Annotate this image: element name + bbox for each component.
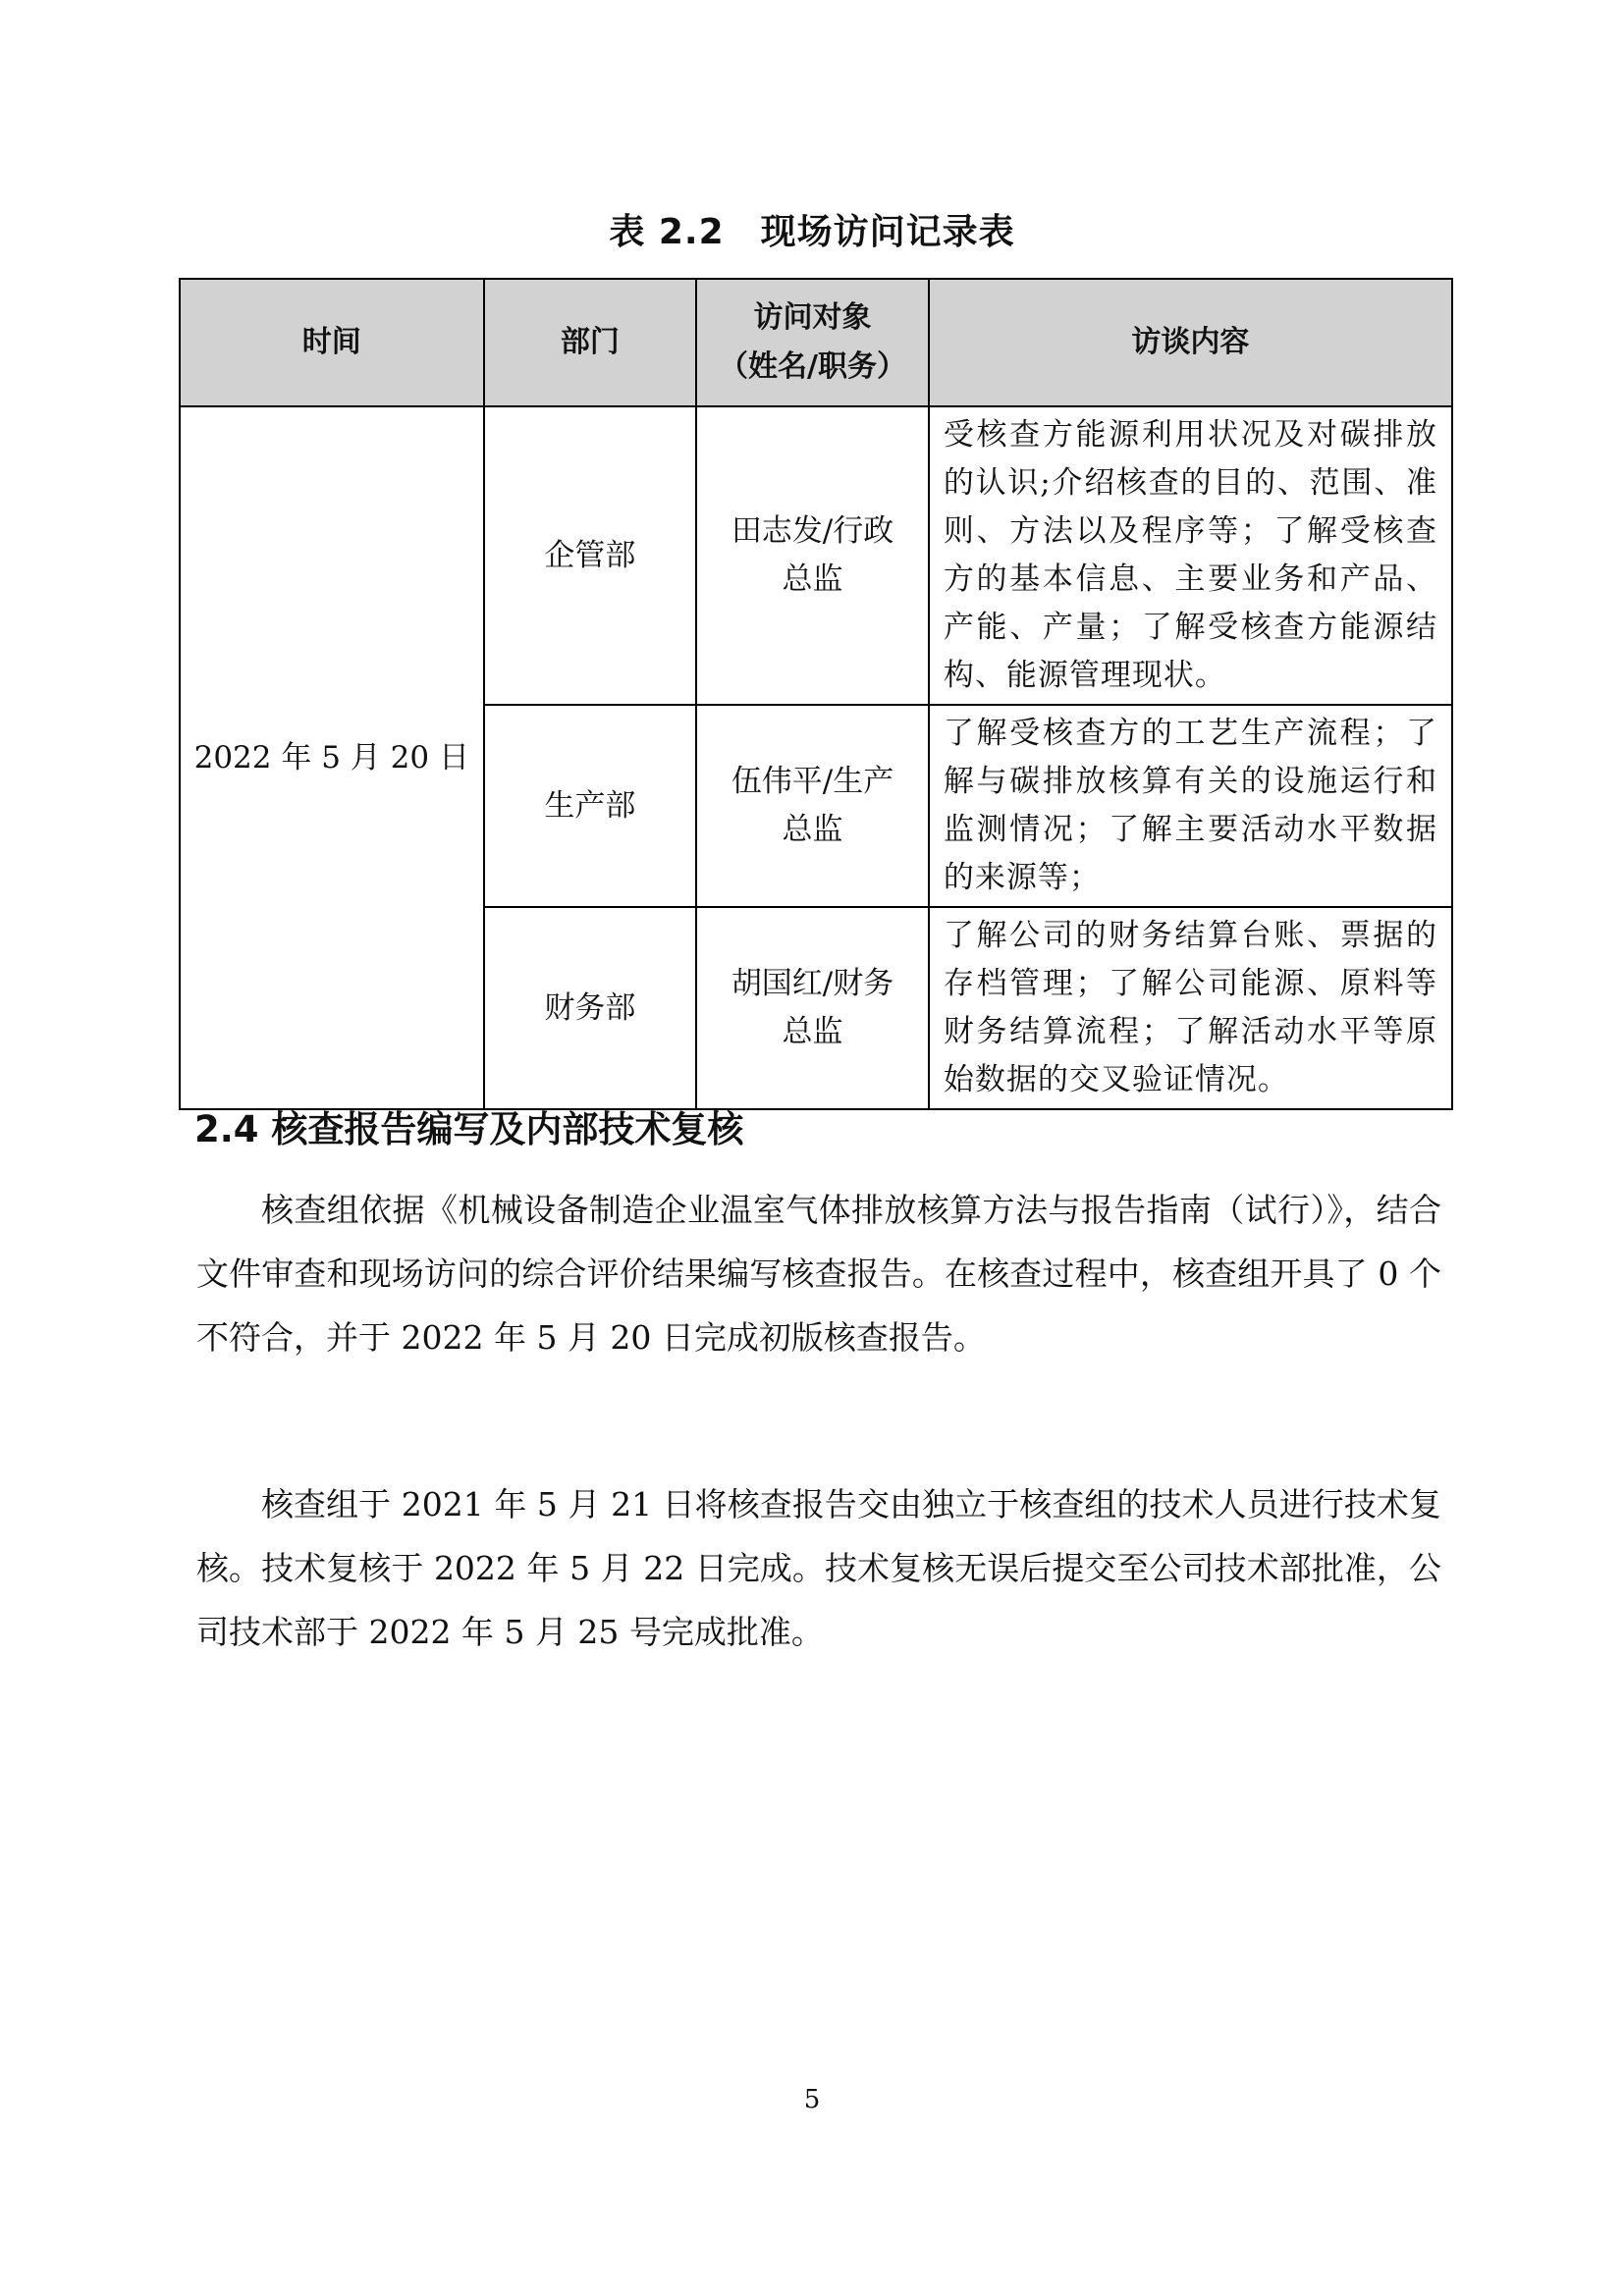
person-title-cont: 总监	[782, 1014, 843, 1049]
dept-cell: 企管部	[484, 406, 697, 705]
person-cell	[696, 406, 929, 705]
content-cell: 了解受核查方的工艺生产流程；了解与碳排放核算有关的设施运行和监测情况；了解主要活动水平数据的来源等；	[929, 705, 1452, 907]
visit-record-table	[179, 278, 1453, 1110]
person-name-title: 胡国红/财务	[731, 966, 894, 1001]
header-person-line2: （姓名/职务）	[719, 349, 907, 384]
header-person-line1: 访问对象	[753, 300, 872, 335]
person-cell	[696, 705, 929, 907]
header-dept: 部门	[484, 279, 697, 406]
header-content: 访谈内容	[929, 279, 1452, 406]
person-title-cont: 总监	[782, 812, 843, 847]
content-cell: 受核查方能源利用状况及对碳排放的认识;介绍核查的目的、范围、准则、方法以及程序等；了解受核查方的基本信息、主要业务和产品、产能、产量；了解受核查方能源结构、能源管理现状。	[929, 406, 1452, 705]
person-name-title: 伍伟平/生产	[731, 764, 894, 799]
content-cell: 了解公司的财务结算台账、票据的存档管理；了解公司能源、原料等财务结算流程；了解活动水平等原始数据的交叉验证情况。	[929, 907, 1452, 1109]
header-person	[696, 279, 929, 406]
table-caption: 表 2.2 现场访问记录表	[609, 212, 1015, 252]
table-row	[180, 406, 1452, 705]
body-paragraph: 核查组依据《机械设备制造企业温室气体排放核算方法与报告指南（试行）》，结合文件审查和现场访问的综合评价结果编写核查报告。在核查过程中，核查组开具了 0 个不符合，并于 2022 年 5 月 20 日完成初版核查报告。	[196, 1191, 1441, 1357]
dept-cell: 财务部	[484, 907, 697, 1109]
body-paragraph: 核查组于 2021 年 5 月 21 日将核查报告交由独立于核查组的技术人员进行技术复核。技术复核于 2022 年 5 月 22 日完成。技术复核无误后提交至公司技术部批准，公司技术部于 2022 年 5 月 25 号完成批准。	[196, 1485, 1441, 1651]
person-title-cont: 总监	[782, 561, 843, 597]
section-title: 2.4 核查报告编写及内部技术复核	[194, 1108, 744, 1150]
dept-cell: 生产部	[484, 705, 697, 907]
header-time: 时间	[180, 279, 484, 406]
table-header-row	[180, 279, 1452, 406]
visit-date: 2022 年 5 月 20 日	[180, 406, 484, 1109]
person-cell	[696, 907, 929, 1109]
person-name-title: 田志发/行政	[731, 513, 894, 549]
page-number: 5	[803, 2085, 821, 2114]
